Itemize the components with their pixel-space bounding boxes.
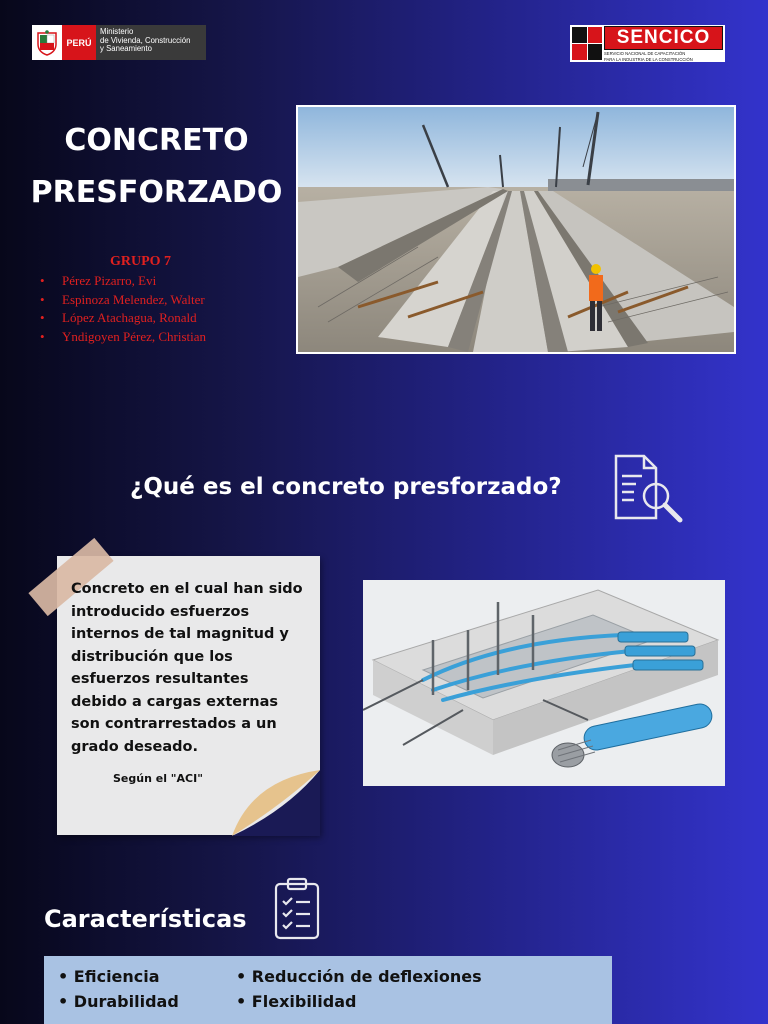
page-title [24,115,289,219]
group-title: GRUPO 7 [110,254,172,269]
features-box [44,956,612,1024]
sencico-logo [570,25,725,62]
list-item: • Reducción de deflexiones [236,964,482,989]
bridge-construction-photo [296,105,736,354]
ministry-logo [32,25,206,60]
list-item: • López Atachagua, Ronald [40,309,206,328]
sencico-mark-icon [570,25,604,62]
list-item: • Pérez Pizarro, Evi [40,272,206,291]
ministry-name [96,25,206,60]
peru-label: PERÚ [62,25,96,60]
list-item: • Flexibilidad [236,989,482,1014]
member-list [40,272,206,346]
list-item: • Durabilidad [58,989,179,1014]
list-item: • Eficiencia [58,964,179,989]
features-column-1 [58,964,179,1014]
list-item: • Espinoza Melendez, Walter [40,291,206,310]
ministry-line-3: y Saneamiento [100,44,153,53]
features-column-2 [236,964,482,1014]
peru-shield-icon [32,25,62,60]
title-line-1: CONCRETO [64,123,249,158]
prestressing-diagram-photo [363,580,725,786]
ministry-line-2: de Vivienda, Construcción [100,35,191,45]
definition-source: Según el "ACI" [113,772,203,785]
features-title: Características [44,905,247,933]
list-item: • Yndigoyen Pérez, Christian [40,328,206,347]
sencico-brand [604,26,725,62]
definition-text: Concreto en el cual han sido introducido esfuerzos internos de tal magnitud y distribución que los esfuerzos resultantes debido a cargas externas son contrarrestados a un grado deseado. [71,581,303,755]
sencico-subtitle-2: PARA LA INDUSTRIA DE LA CONSTRUCCIÓN [604,56,693,62]
ministry-line-1: Ministerio [100,27,134,36]
section-question: ¿Qué es el concreto presforzado? [130,474,562,500]
note-curl-decoration [232,770,322,836]
document-search-icon [612,452,686,526]
sencico-subtitle-1: SERVICIO NACIONAL DE CAPACITACIÓN [604,50,686,56]
title-line-2: PRESFORZADO [30,175,283,210]
clipboard-checklist-icon [272,876,322,942]
sencico-name: SENCICO [604,26,723,50]
